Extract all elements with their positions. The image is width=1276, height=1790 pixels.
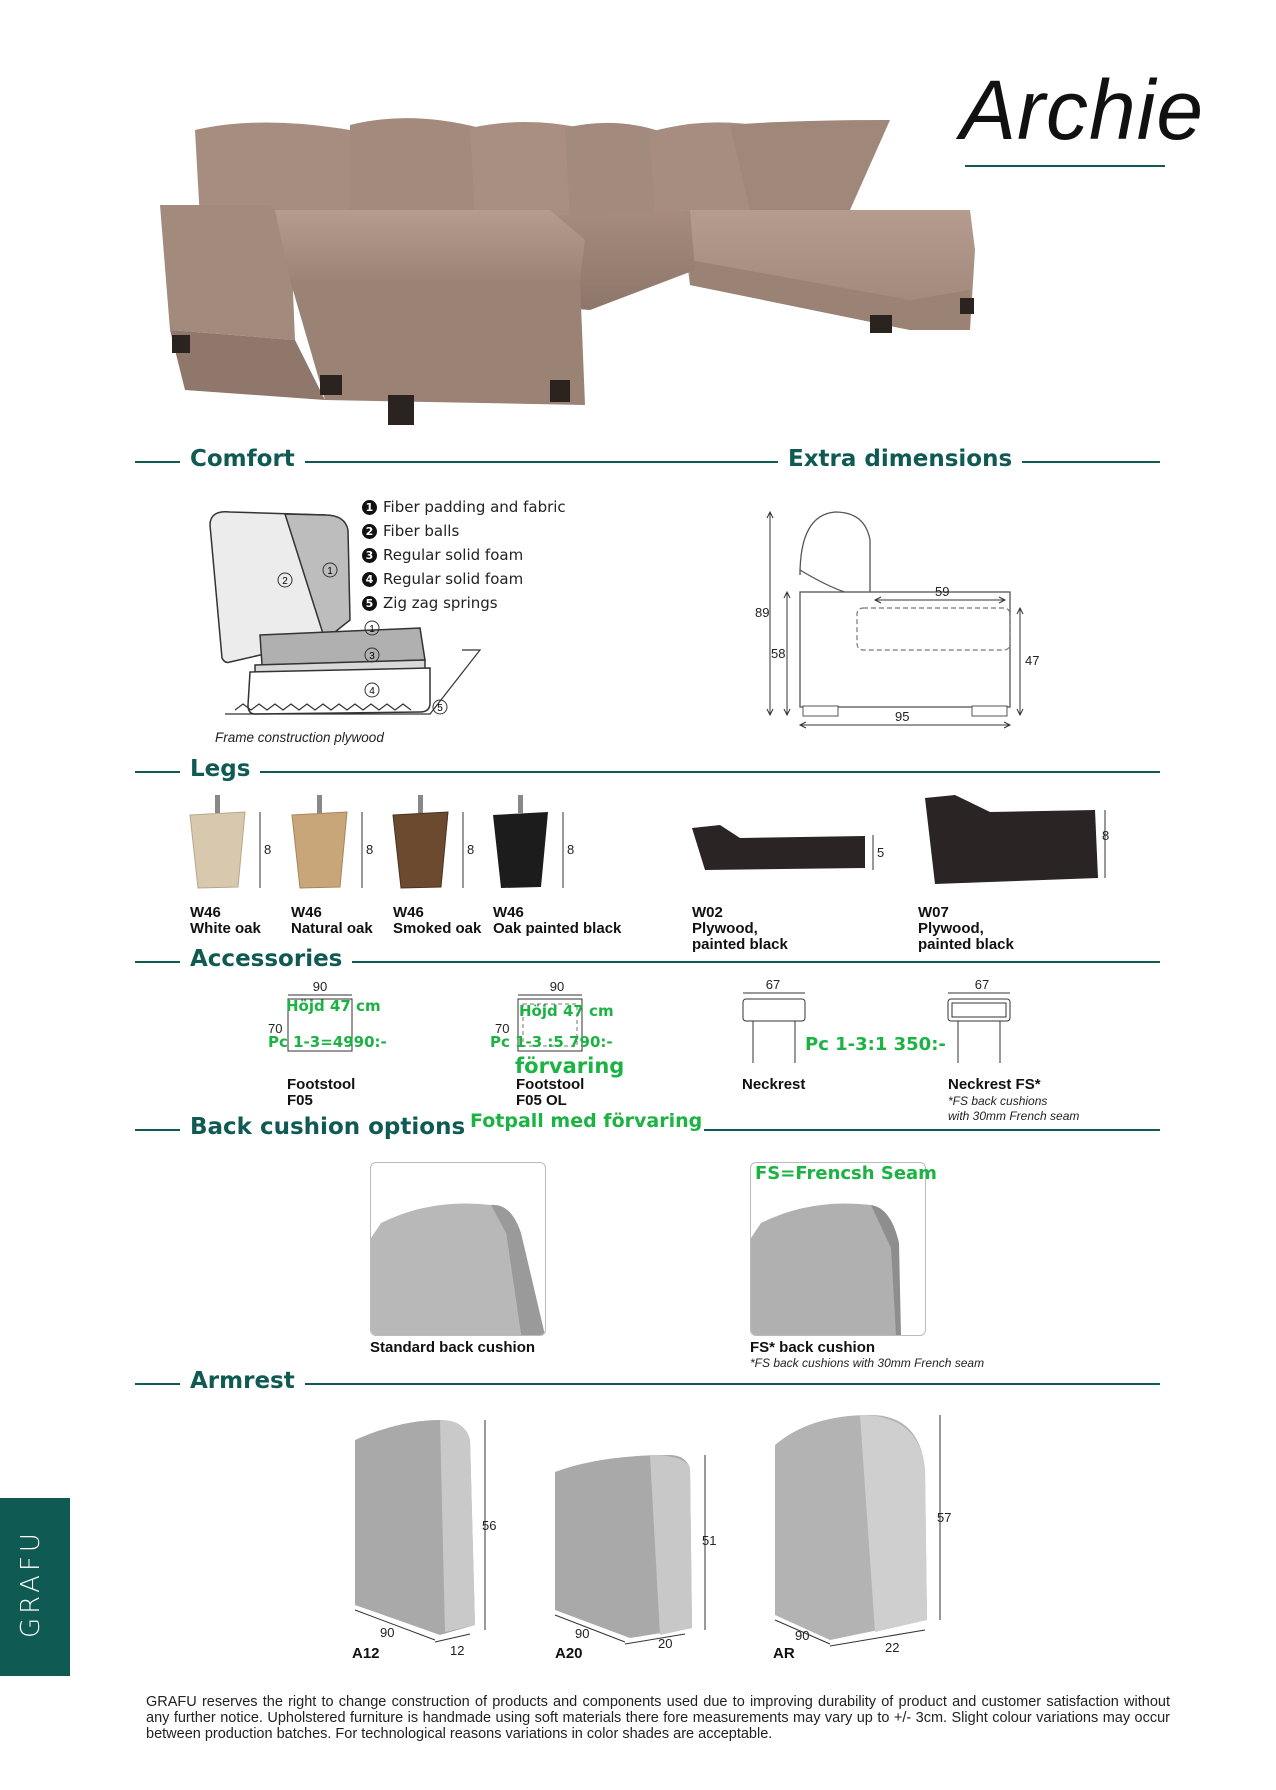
armrest-ar — [775, 1415, 951, 1655]
f05ol-storage-annotation: förvaring — [515, 1054, 625, 1078]
f05-height-annotation: Höjd 47 cm — [286, 997, 381, 1015]
product-title: Archie — [960, 63, 1205, 157]
dim-height-seat: 58 — [771, 646, 786, 661]
disclaimer-text: GRAFU reserves the right to change construction of products and components used due to improving durability of product and customer satisfaction without any further notice. Upholstered furniture is handmade using soft materials there fore measurements may vary up to +/- 3cm. Slight colour variations may occur between production batches. For technological reasons variations in color shades are acceptable. — [146, 1694, 1170, 1742]
comfort-legend-1: 1 Fiber padding and fabric — [362, 498, 566, 516]
f05ol-height-annotation: Höjd 47 cm — [519, 1002, 614, 1020]
leg-white-oak — [190, 795, 271, 888]
armrest-a20 — [555, 1455, 716, 1651]
svg-text:90: 90 — [575, 1626, 590, 1641]
fs-annotation: FS=Frencsh Seam — [755, 1163, 937, 1184]
fs-cushion-note: *FS back cushions with 30mm French seam — [750, 1356, 985, 1370]
svg-text:57: 57 — [937, 1510, 952, 1525]
f05-price-annotation: Pc 1-3=4990:- — [268, 1033, 387, 1051]
leg-caption-w02: W02 Plywood, painted black — [692, 904, 788, 953]
leg-natural-oak — [292, 795, 373, 888]
accessory-caption-f05: Footstool F05 — [287, 1076, 356, 1109]
svg-text:8: 8 — [264, 842, 272, 857]
dim-depth: 95 — [895, 709, 910, 724]
comfort-legend-4: 4 Regular solid foam — [362, 570, 523, 588]
svg-text:70: 70 — [268, 1021, 283, 1036]
svg-text:8: 8 — [366, 842, 374, 857]
fotpall-annotation: Fotpall med förvaring — [470, 1110, 703, 1132]
dim-cushion-depth: 59 — [935, 584, 950, 599]
section-accessories: Accessories — [180, 946, 352, 972]
fs-cushion-caption: FS* back cushion — [750, 1339, 876, 1356]
section-back-cushion: Back cushion options — [180, 1114, 475, 1140]
svg-text:67: 67 — [765, 977, 781, 992]
frame-note: Frame construction plywood — [215, 730, 384, 745]
comfort-legend-5: 5 Zig zag springs — [362, 594, 498, 612]
marker-1-seat: 1 — [369, 624, 375, 635]
brand-logo-text: GRAFU — [16, 1529, 46, 1638]
accessory-caption-f05ol: Footstool F05 OL — [516, 1076, 585, 1109]
svg-text:8: 8 — [567, 842, 575, 857]
dim-height-total: 89 — [755, 605, 770, 620]
fs-cushion-photo — [750, 1162, 926, 1336]
dim-height-right: 47 — [1025, 653, 1040, 668]
section-comfort: Comfort — [180, 446, 305, 472]
accessory-caption-neckrest: Neckrest — [742, 1076, 806, 1093]
comfort-legend-2: 2 Fiber balls — [362, 522, 459, 540]
svg-text:70: 70 — [495, 1021, 510, 1036]
armrest-caption-a12: A12 — [352, 1645, 380, 1662]
dimensions-diagram — [755, 500, 1055, 730]
svg-text:20: 20 — [658, 1636, 673, 1651]
neckrest-fs-note: *FS back cushions with 30mm French seam — [948, 1094, 1080, 1123]
marker-5: 5 — [437, 703, 443, 714]
sofa-image — [150, 110, 990, 450]
svg-text:90: 90 — [549, 979, 565, 994]
leg-caption-white-oak: W46 White oak — [190, 904, 261, 937]
svg-text:12: 12 — [450, 1643, 465, 1658]
leg-caption-smoked-oak: W46 Smoked oak — [393, 904, 482, 937]
svg-text:8: 8 — [467, 842, 475, 857]
svg-text:8: 8 — [1102, 828, 1110, 843]
standard-cushion-caption: Standard back cushion — [370, 1339, 536, 1356]
section-legs: Legs — [180, 756, 260, 782]
svg-text:67: 67 — [974, 977, 990, 992]
svg-text:22: 22 — [885, 1640, 900, 1655]
section-armrest: Armrest — [180, 1368, 305, 1394]
legs-illustrations — [180, 790, 1120, 900]
svg-text:90: 90 — [380, 1625, 395, 1640]
title-divider — [965, 165, 1165, 167]
marker-3: 3 — [369, 651, 375, 662]
brand-side-tab — [0, 1498, 70, 1676]
standard-cushion-photo — [370, 1162, 546, 1336]
leg-caption-w07: W07 Plywood, painted black — [918, 904, 1014, 953]
armrest-caption-a20: A20 — [555, 1645, 583, 1662]
marker-1-back: 1 — [327, 566, 333, 577]
leg-caption-oak-black: W46 Oak painted black — [493, 904, 622, 937]
f05ol-price-annotation: Pc 1-3 :5 790:- — [490, 1033, 613, 1051]
accessory-caption-neckrest-fs: Neckrest FS* — [948, 1076, 1041, 1093]
svg-text:56: 56 — [482, 1518, 497, 1533]
leg-oak-black — [493, 795, 574, 888]
svg-text:5: 5 — [877, 845, 885, 860]
armrest-illustrations — [340, 1410, 960, 1660]
leg-w02 — [692, 825, 884, 870]
svg-text:90: 90 — [312, 979, 328, 994]
leg-w07 — [925, 795, 1109, 884]
marker-4: 4 — [369, 686, 375, 697]
armrest-caption-ar: AR — [773, 1645, 795, 1662]
svg-text:51: 51 — [702, 1533, 717, 1548]
svg-text:90: 90 — [795, 1628, 810, 1643]
section-extra-dimensions: Extra dimensions — [778, 446, 1022, 472]
comfort-legend-3: 3 Regular solid foam — [362, 546, 523, 564]
leg-smoked-oak — [393, 795, 474, 888]
leg-caption-natural-oak: W46 Natural oak — [291, 904, 373, 937]
marker-2: 2 — [282, 576, 288, 587]
armrest-a12 — [355, 1420, 496, 1658]
neckrest-price-annotation: Pc 1-3:1 350:- — [805, 1034, 946, 1055]
